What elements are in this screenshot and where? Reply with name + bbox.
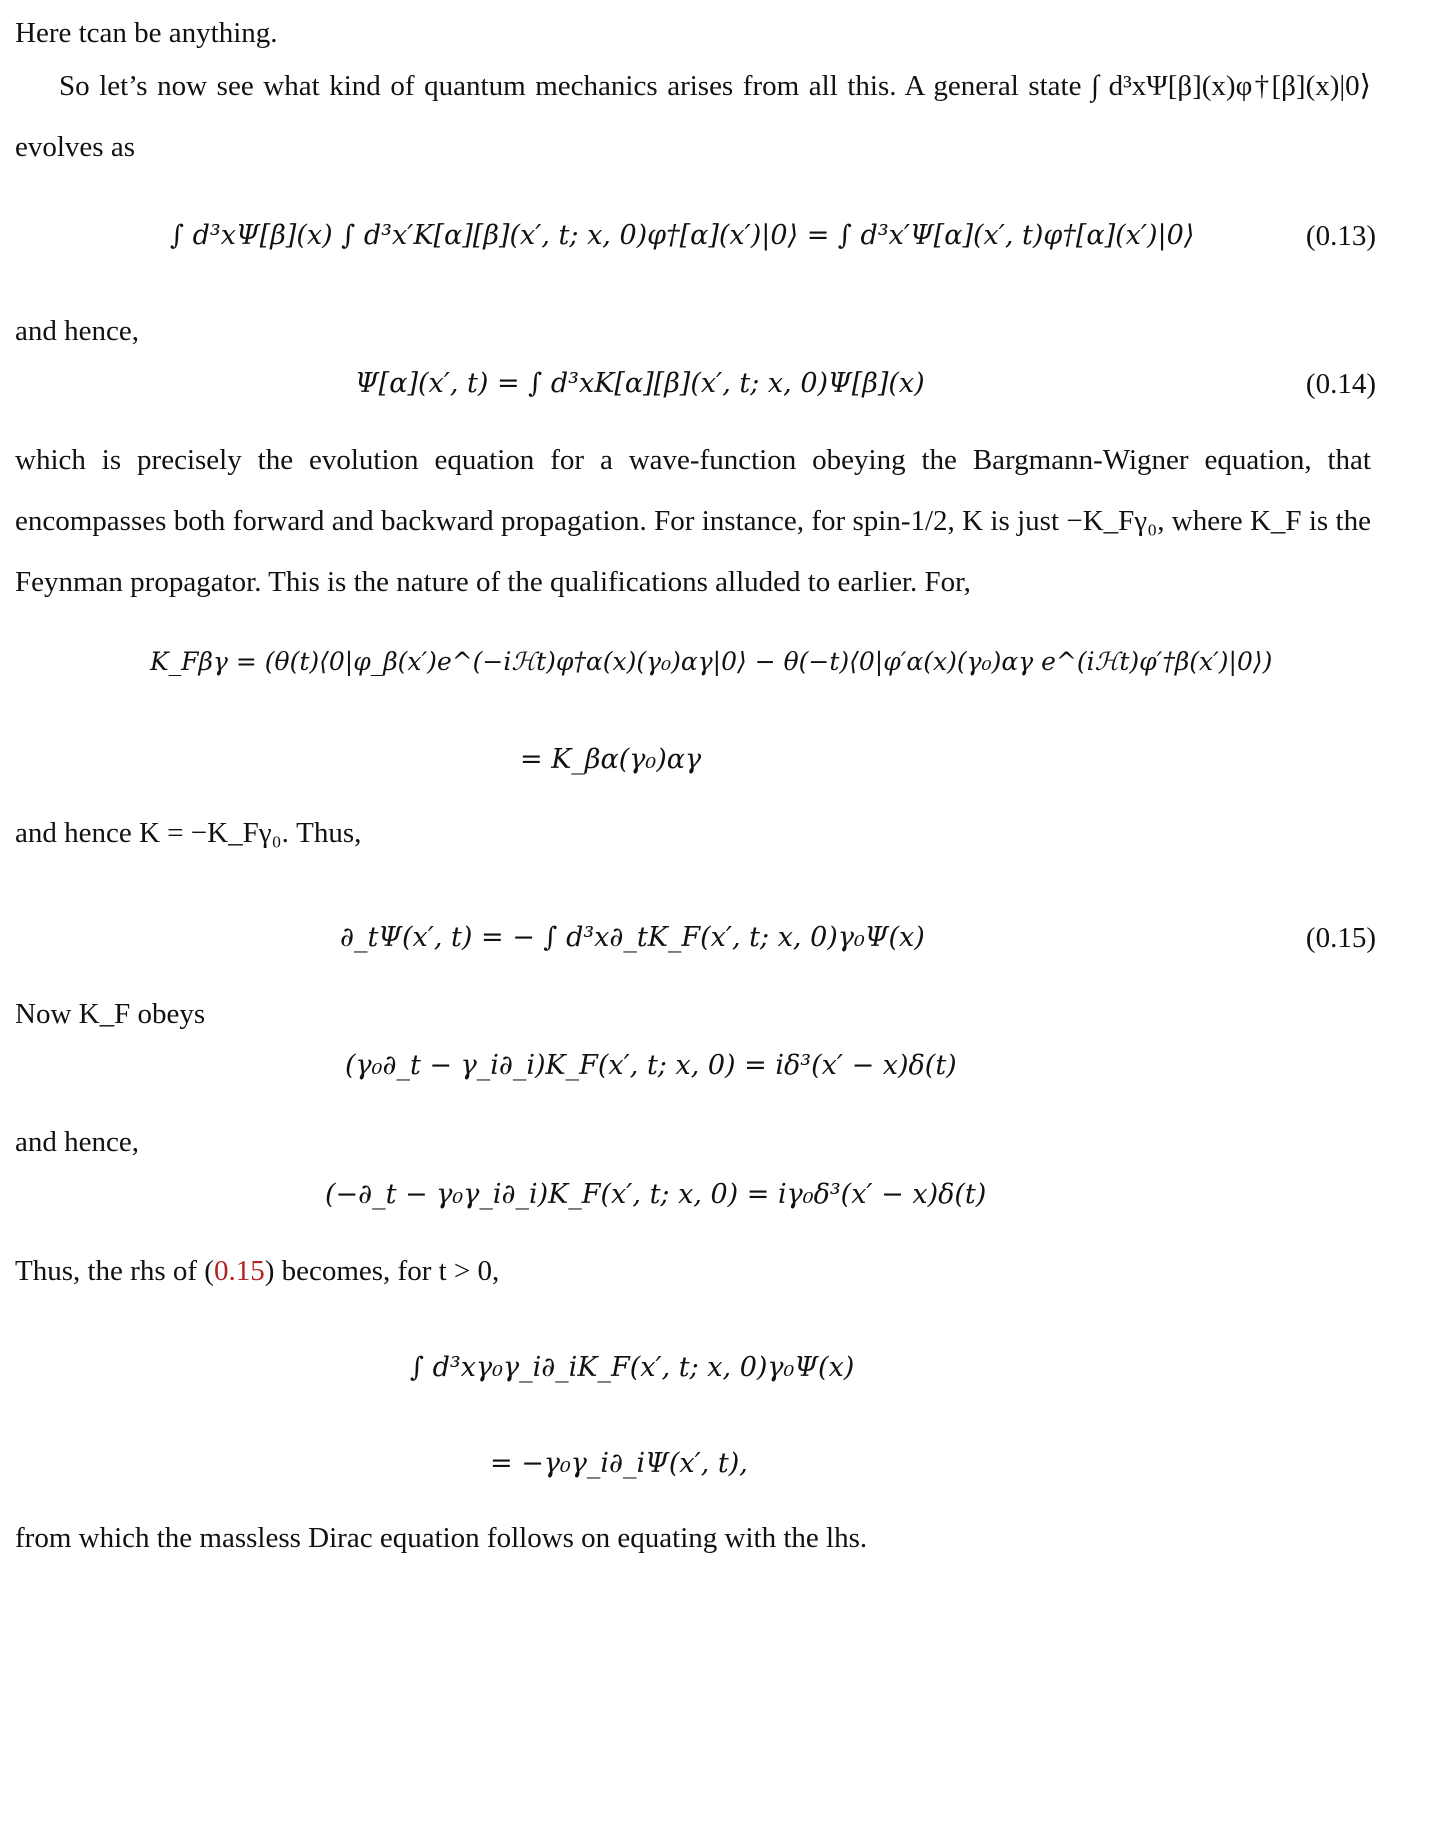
paragraph-general-state: So let’s now see what kind of quantum mechanics arises from all this. A general state ∫ d³xΨ[β](x)φ†[β](x)|0⟩ evolves as: [15, 70, 1371, 163]
equation-number-0-15: (0.15): [1305, 922, 1376, 954]
paragraph-evolution: which is precisely the evolution equation for a wave-function obeying the Bargmann-Wigner equation, that encompasses both forward and backward propagation. For instance, for spin-1/2, K is just −K_Fγ₀, where K_F is the Feynman propagator. This is the nature of the qualifications alluded to earlier. For,: [15, 444, 1371, 598]
text-thus-suffix: ) becomes, for t > 0,: [264, 1255, 500, 1287]
equation-rhs-line-1: ∫ d³xγ₀γ_i∂_iK_F(x′, t; x, 0)γ₀Ψ(x): [410, 1352, 855, 1383]
equation-kf-line-2: = K_βα(γ₀)αγ: [520, 744, 702, 775]
text-final-line: from which the massless Dirac equation follows on equating with the lhs.: [15, 1522, 868, 1554]
text-thus-prefix: Thus, the rhs of (: [15, 1255, 214, 1287]
equation-0-13-body: ∫ d³xΨ[β](x) ∫ d³x′K[α][β](x′, t; x, 0)φ†[α](x′)|0⟩ = ∫ d³x′Ψ[α](x′, t)φ†[α](x′)|0⟩: [170, 220, 1195, 251]
equation-0-14-body: Ψ[α](x′, t) = ∫ d³xK[α][β](x′, t; x, 0)Ψ[β](x): [355, 368, 925, 399]
equation-reference-link[interactable]: 0.15: [213, 1255, 265, 1287]
text-and-hence-1: and hence,: [15, 315, 139, 347]
equation-number-0-13: (0.13): [1305, 220, 1376, 252]
text-and-hence-k: and hence K = −K_Fγ₀. Thus,: [15, 817, 362, 849]
equation-kf-obeys-2-body: (−∂_t − γ₀γ_i∂_i)K_F(x′, t; x, 0) = iγ₀δ³(x′ − x)δ(t): [325, 1179, 987, 1210]
equation-number-0-14: (0.14): [1305, 368, 1376, 400]
text-and-hence-2: and hence,: [15, 1126, 139, 1158]
equation-kf-obeys-body: (γ₀∂_t − γ_i∂_i)K_F(x′, t; x, 0) = iδ³(x′ − x)δ(t): [345, 1050, 957, 1081]
equation-kf-line-1: K_Fβγ = (θ(t)⟨0|φ_β(x′)e^(−iℋt)φ†α(x)(γ₀)αγ|0⟩ − θ(−t)⟨0|φ′α(x)(γ₀)αγ e^(iℋt)φ′†β(x′)|0⟩): [150, 647, 1273, 676]
text-now-kf-obeys: Now K_F obeys: [15, 998, 206, 1030]
equation-rhs-line-2: = −γ₀γ_i∂_iΨ(x′, t),: [490, 1448, 748, 1479]
text-line-here: Here tcan be anything.: [15, 17, 278, 49]
equation-0-15-body: ∂_tΨ(x′, t) = − ∫ d³x∂_tK_F(x′, t; x, 0)γ₀Ψ(x): [340, 922, 925, 953]
text-thus-rhs: [15, 1241, 1371, 1302]
